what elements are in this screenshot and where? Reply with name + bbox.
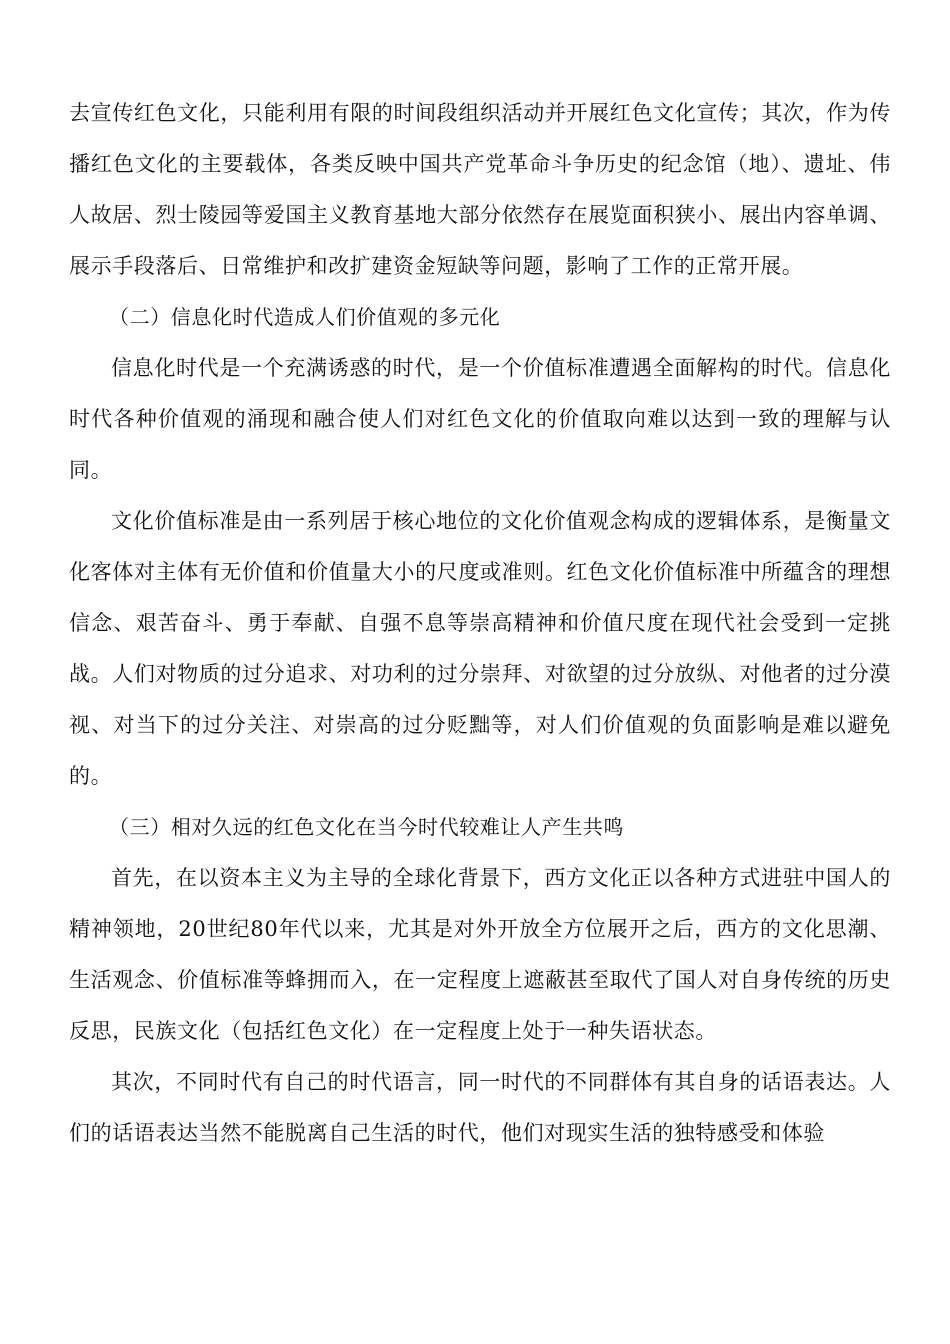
paragraph-era-language: 其次，不同时代有自己的时代语言，同一时代的不同群体有其自身的话语表达。人们的话语表达当然不能脱离自己生活的时代，他们对现实生活的独特感受和体验 bbox=[69, 1070, 891, 1145]
section-heading-2: （二）信息化时代造成人们价值观的多元化 bbox=[109, 305, 501, 329]
paragraph-value-standard: 文化价值标准是由一系列居于核心地位的文化价值观念构成的逻辑体系，是衡量文化客体对主体有无价值和价值量大小的尺度或准则。红色文化价值标准中所蕴含的理想信念、艰苦奋斗、勇于奉献、自强不息等崇高精神和价值尺度在现代社会受到一定挑战。人们对物质的过分追求、对功利的过分崇拜、对欲望的过分放纵、对他者的过分漠视、对当下的过分关注、对崇高的过分贬黜等，对人们价值观的负面影响是难以避免的。 bbox=[69, 509, 891, 788]
paragraph-information-age: 信息化时代是一个充满诱惑的时代，是一个价值标准遭遇全面解构的时代。信息化时代各种价值观的涌现和融合使人们对红色文化的价值取向难以达到一致的理解与认同。 bbox=[69, 356, 891, 482]
document-page bbox=[69, 88, 891, 1159]
paragraph-globalization: 首先，在以资本主义为主导的全球化背景下，西方文化正以各种方式进驻中国人的精神领地，20世纪80年代以来，尤其是对外开放全方位展开之后，西方的文化思潮、生活观念、价值标准等蜂拥而入，在一定程度上遮蔽甚至取代了国人对自身传统的历史反思，民族文化（包括红色文化）在一定程度上处于一种失语状态。 bbox=[69, 866, 891, 1043]
section-heading-3: （三）相对久远的红色文化在当今时代较难让人产生共鸣 bbox=[109, 815, 624, 839]
paragraph-continued: 去宣传红色文化，只能利用有限的时间段组织活动并开展红色文化宣传；其次，作为传播红色文化的主要载体，各类反映中国共产党革命斗争历史的纪念馆（地）、遗址、伟人故居、烈士陵园等爱国主义教育基地大部分依然存在展览面积狭小、展出内容单调、展示手段落后、日常维护和改扩建资金短缺等问题，影响了工作的正常开展。 bbox=[69, 101, 891, 278]
